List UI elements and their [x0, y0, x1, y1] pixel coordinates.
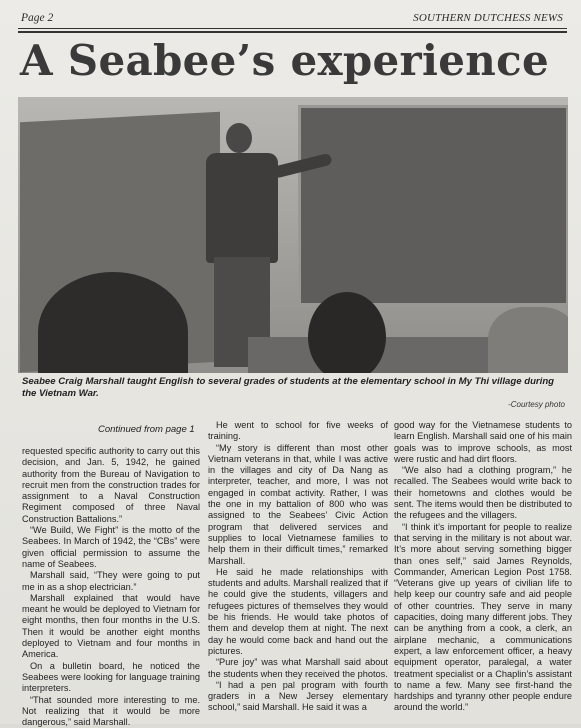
paragraph: “I had a pen pal program with fourth graders in a New Jersey elementary school,” said Marshall. He said it was a [208, 679, 388, 713]
paragraph: good way for the Vietnamese students to learn English. Marshall said one of his main goals was to improve schools, as most were rustic and had dirt floors. [394, 420, 572, 464]
teacher-body [206, 153, 278, 263]
continued-note: Continued from page 1 [98, 424, 195, 435]
article-column-1 [22, 446, 200, 728]
header-rule [18, 28, 567, 29]
paragraph: Marshall explained that would have meant he would be deployed to Vietnam for eight months, then four months in the U.S. Then it would be another eight months deployed to Vietnam and four months in America. [22, 592, 200, 660]
paragraph: requested specific authority to carry out this decision, and Jan. 5, 1942, he gained authority from the Bureau of Navigation to recruit men from the construction trades for assignment to a Naval Construction Regiment composed of three Naval Construction Battalions.” [22, 446, 200, 524]
paragraph: Marshall said, “They were going to put me in as a shop electrician.” [22, 570, 200, 592]
headline: A Seabee’s experience [20, 36, 549, 85]
paragraph: “That sounded more interesting to me. Not realizing that it would be more dangerous,” said Marshall. [22, 694, 200, 728]
paragraph: “My story is different than most other Vietnam veterans in that, while I was active in the villages and city of Da Nang as interpreter, teacher, and more, I was not engaged in combat activity. Rather, I was the one in my battalion of 800 who was assigned to the Seabees’ Civic Action program that delivered services and supplies to local Vietnamese families to help them in their difficult times,” remarked Marshall. [208, 442, 388, 566]
paragraph: On a bulletin board, he noticed the Seabees were looking for language training interpreters. [22, 660, 200, 694]
paragraph: He said he made relationships with students and adults. Marshall realized that if he could give the students, villagers and refugees pictures of themselves they would be his friends. He would take photos of them and develop them at night. The next day he would come back and hand out the pictures. [208, 566, 388, 656]
paragraph: “I think it’s important for people to realize that serving in the military is not about war. It’s more about serving something bigger than ones self,” said James Reynolds, Commander, American Legion Post 1758. “Veterans give up years of civilian life to help keep our country safe and aid people of other countries. They serve in many capacities, doing many different jobs. They can be anything from a cook, a clerk, an airplane mechanic, a communications expert, a law enforcement officer, a heavy equipment operator, paralegal, a water treatment specialist or a Chaplin’s assistant to name a few. Many see first-hand the hardships and tyranny other people endure around the world.” [394, 521, 572, 713]
article-column-2 [208, 420, 388, 714]
classroom-photo [18, 97, 568, 373]
paragraph: “We also had a clothing program,” he recalled. The Seabees would write back to their hometowns and clothes would be sent. The items would then be distributed to the refugees and the villagers. [394, 465, 572, 521]
student-right [488, 307, 568, 373]
publication-name: SOUTHERN DUTCHESS NEWS [413, 12, 563, 24]
paragraph: “Pure joy” was what Marshall said about the students when they received the photos. [208, 657, 388, 679]
teacher-head [226, 123, 252, 153]
header-rule-thick [18, 31, 567, 33]
article-column-3 [394, 420, 572, 714]
chalkboard-right [298, 105, 568, 306]
paragraph: He went to school for five weeks of training. [208, 420, 388, 442]
photo-caption: Seabee Craig Marshall taught English to several grades of students at the elementary school in My Thi village during the Vietnam War. [22, 376, 555, 399]
paragraph: “We Build, We Fight” is the motto of the Seabees. In March of 1942, the “CBs” were given official permission to assume the name of Seabees. [22, 525, 200, 569]
student-center [308, 292, 386, 373]
page-number: Page 2 [21, 12, 54, 24]
photo-credit: -Courtesy photo [508, 400, 565, 409]
